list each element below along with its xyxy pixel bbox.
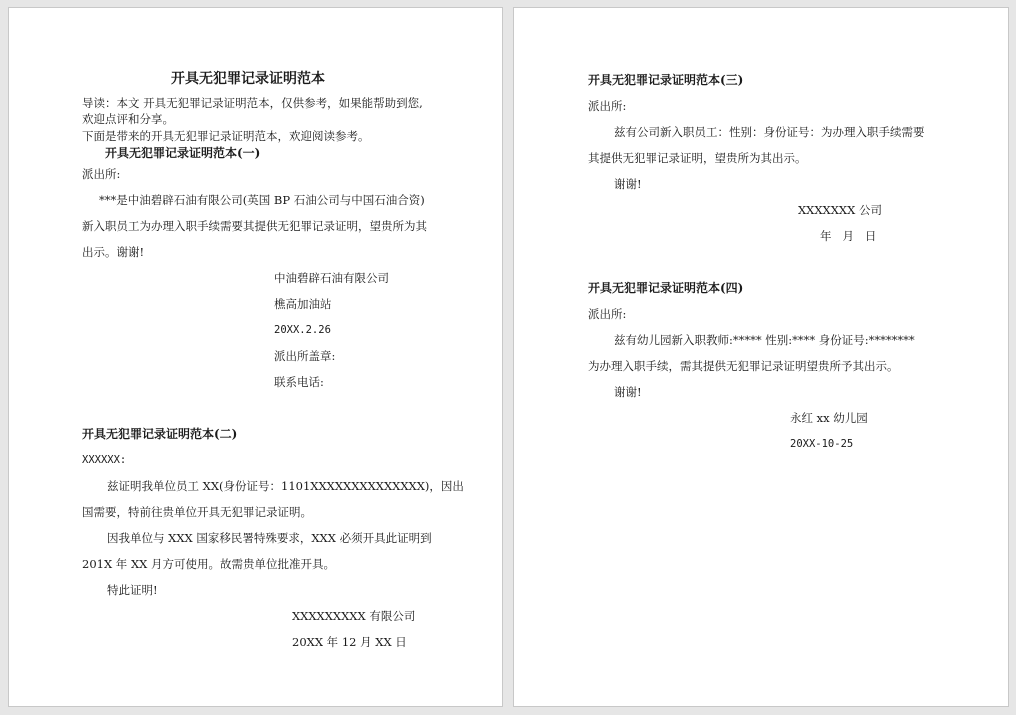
document-page-right xyxy=(513,7,1009,707)
phone-label: 联系电话: xyxy=(274,375,324,389)
body-line: 特此证明! xyxy=(107,583,158,597)
body-line: 兹证明我单位员工 XX(身份证号：1101XXXXXXXXXXXXXX)，因出 xyxy=(107,479,464,493)
seal-label: 派出所盖章: xyxy=(274,349,336,363)
section-heading: 开具无犯罪记录证明范本(四) xyxy=(588,281,744,295)
addressee: XXXXXX: xyxy=(82,454,127,466)
signature-company: 中油碧辟石油有限公司 xyxy=(274,271,389,285)
body-line: 国需要，特前往贵单位开具无犯罪记录证明。 xyxy=(82,505,312,519)
body-line: 兹有幼儿园新入职教师:***** 性别:**** 身份证号:******** xyxy=(614,333,915,347)
body-line: 为办理入职手续，需其提供无犯罪记录证明望贵所予其出示。 xyxy=(588,359,899,373)
body-line: 谢谢! xyxy=(614,385,642,399)
body-line: 新入职员工为办理入职手续需要其提供无犯罪记录证明，望贵所为其 xyxy=(82,219,427,233)
addressee: 派出所: xyxy=(588,99,627,113)
guide-line: 欢迎点评和分享。 xyxy=(82,112,174,126)
body-line: 出示。谢谢! xyxy=(82,245,145,259)
signature-company: XXXXXXXXX 有限公司 xyxy=(292,609,416,623)
signature-station: 樵高加油站 xyxy=(274,297,332,311)
section-heading: 开具无犯罪记录证明范本(二) xyxy=(82,427,238,441)
body-line: 谢谢! xyxy=(614,177,642,191)
document-page-left xyxy=(8,7,503,707)
body-line: 因我单位与 XXX 国家移民署特殊要求，XXX 必须开具此证明到 xyxy=(107,531,432,545)
body-line: ***是中油碧辟石油有限公司(英国 BP 石油公司与中国石油合资) xyxy=(99,193,425,207)
section-heading: 开具无犯罪记录证明范本(一) xyxy=(105,146,261,160)
signature-date: 20XX 年 12 月 XX 日 xyxy=(292,635,407,649)
addressee: 派出所: xyxy=(82,167,121,181)
signature-company: XXXXXXX 公司 xyxy=(798,203,882,217)
signature-date: 年 月 日 xyxy=(820,229,877,243)
body-line: 201X 年 XX 月方可使用。故需贵单位批准开具。 xyxy=(82,557,335,571)
page-title: 开具无犯罪记录证明范本 xyxy=(171,71,325,87)
guide-line: 导读：本文 开具无犯罪记录证明范本，仅供参考，如果能帮助到您, xyxy=(82,96,423,110)
signature-date: 20XX.2.26 xyxy=(274,324,331,336)
body-line: 兹有公司新入职员工：性别：身份证号：为办理入职手续需要 xyxy=(614,125,925,139)
signature-date: 20XX-10-25 xyxy=(790,438,854,450)
addressee: 派出所: xyxy=(588,307,627,321)
body-line: 其提供无犯罪记录证明，望贵所为其出示。 xyxy=(588,151,807,165)
guide-line: 下面是带来的开具无犯罪记录证明范本，欢迎阅读参考。 xyxy=(82,129,370,143)
signature-company: 永红 xx 幼儿园 xyxy=(790,411,868,425)
section-heading: 开具无犯罪记录证明范本(三) xyxy=(588,73,744,87)
